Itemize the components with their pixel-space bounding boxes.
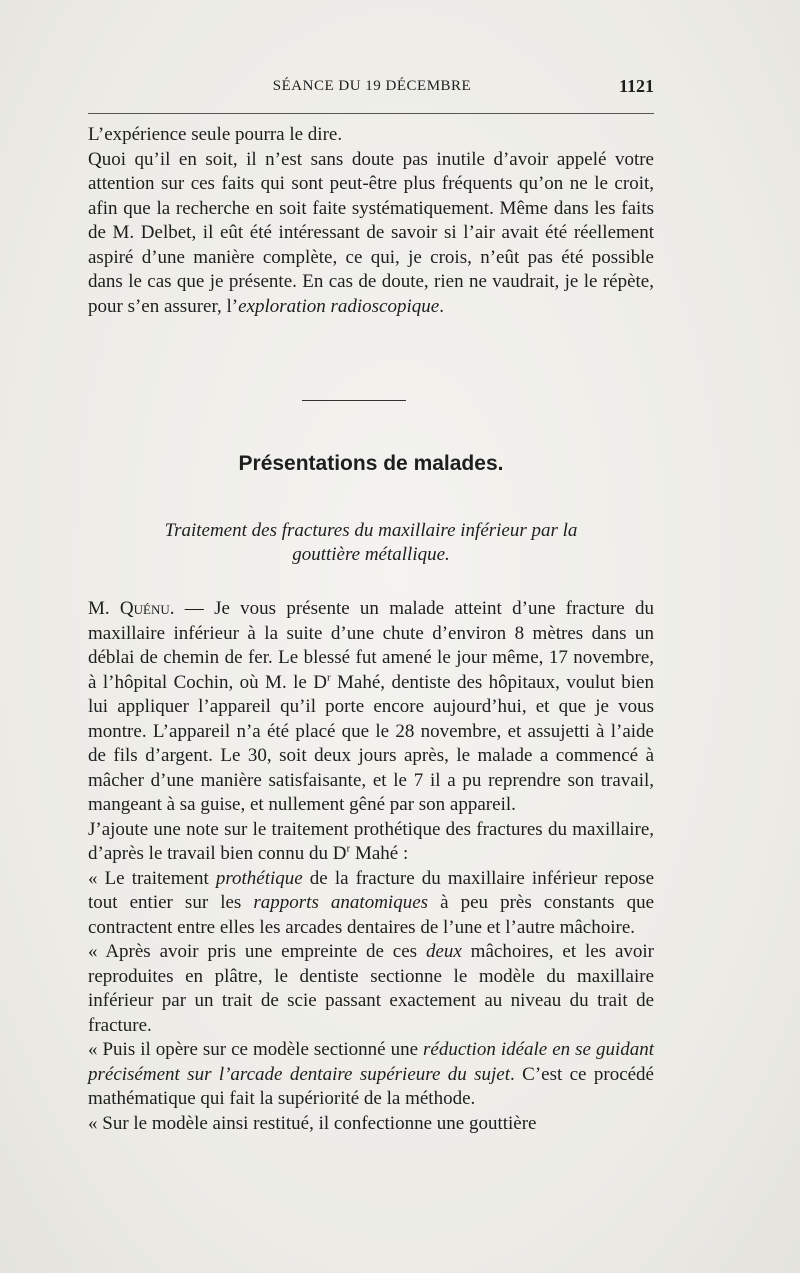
article-subtitle: [88, 519, 654, 567]
page-number: 1121: [618, 76, 654, 96]
body-paragraph-3: [88, 867, 654, 941]
body-paragraph-2: [88, 818, 654, 867]
body-paragraph-4: [88, 940, 654, 1038]
intro-p2-end: .: [439, 295, 444, 317]
body-p3-a: « Le traitement: [88, 867, 216, 889]
body-paragraph-6: [88, 1112, 654, 1137]
section-title: Présentations de malades.: [238, 452, 504, 475]
body-p2-a: J’ajoute une note sur le traitement prothétique des fractures du maxillaire, d’après le travail bien connu du D: [88, 818, 654, 864]
intro-p2-article: l’: [226, 295, 239, 317]
body-p6-text: « Sur le modèle ainsi restitué, il confectionne une gouttière: [88, 1112, 537, 1134]
body-p2-b: Mahé :: [350, 843, 409, 864]
body-p3-italic-2: rapports anatomiques: [253, 892, 429, 913]
body-p3-c: à peu près constants que contractent entre elles les arcades dentaires de l’une et l’autre mâchoire.: [88, 892, 655, 938]
subtitle-line-2: gouttière métallique.: [292, 544, 450, 565]
body-p5-a: « Puis il opère sur ce modèle sectionné une: [88, 1039, 424, 1060]
running-title: SÉANCE DU 19 DÉCEMBRE: [272, 78, 472, 94]
body-p4-a: « Après avoir pris une empreinte de ces: [88, 941, 426, 962]
intro-p2-text: Quoi qu’il en soit, il n’est sans doute pas inutile d’avoir appelé votre attention sur ces faits qui sont peut-être plus fréquents qu’on ne le croit, afin que la recherche en soit faite systématiquement. Même dans les faits de M. Delbet, il eût été intéressant de savoir si l’air avait été réellement aspiré d’une manière complète, ce qui, je crois, n’eût pas été possible dans le cas que je présente. En cas de doute, rien ne vaudrait, je le répète, pour s’en assurer,: [88, 148, 654, 317]
body-p5-b: . C’est ce procédé mathématique qui fait la supériorité de la méthode.: [88, 1063, 654, 1109]
intro-p2-italic: exploration radioscopique: [238, 295, 440, 317]
subtitle-line-1: Traitement des fractures du maxillaire inférieur par la: [164, 520, 578, 541]
body-p3-b: de la fracture du maxillaire inférieur repose tout entier sur les: [88, 867, 655, 913]
intro-text: [88, 123, 654, 319]
body-paragraph-5: [88, 1038, 654, 1112]
body-paragraph-1: [88, 597, 654, 818]
body-text: [88, 597, 654, 1136]
body-p3-italic-1: prothétique: [215, 867, 303, 889]
dr-superscript: r: [326, 671, 331, 684]
running-header: [88, 76, 656, 100]
dr-superscript-2: r: [346, 842, 351, 855]
body-p5-italic: réduction idéale en se guidant précisément sur l’arcade dentaire supérieure du sujet: [88, 1039, 654, 1085]
intro-paragraph-2: [88, 148, 654, 320]
intro-paragraph-1: [88, 123, 654, 148]
body-p4-b: mâchoires, et les avoir reproduites en plâtre, le dentiste sectionne le modèle du maxillaire inférieur par un trait de scie passant exactement au niveau du trait de fracture.: [88, 941, 654, 1036]
intro-p1-text: L’expérience seule pourra le dire.: [88, 124, 343, 145]
section-separator: [302, 400, 406, 401]
header-rule: [88, 113, 654, 114]
body-p1-b: Mahé, dentiste des hôpitaux, voulut bien lui appliquer l’appareil qu’il porte encore aujourd’hui, et que je vous montre. L’appareil n’a été placé que le 28 novembre, et assujetti à l’aide de fils d’argent. Le 30, soit deux jours après, le malade a commencé à mâcher d’une manière satisfaisante, et le 7 il a pu reprendre son travail, mangeant à sa guise, et nullement gêné par son appareil.: [88, 671, 654, 815]
body-p1-a: — Je vous présente un malade atteint d’une fracture du maxillaire inférieur à la suite d’une chute d’environ 8 mètres dans un déblai de chemin de fer. Le blessé fut amené le jour même, 17 novembre, à l’hôpital Cochin, où M. le D: [88, 598, 654, 693]
body-p4-italic: deux: [425, 941, 462, 962]
speaker-name: M. Quénu.: [88, 598, 175, 619]
